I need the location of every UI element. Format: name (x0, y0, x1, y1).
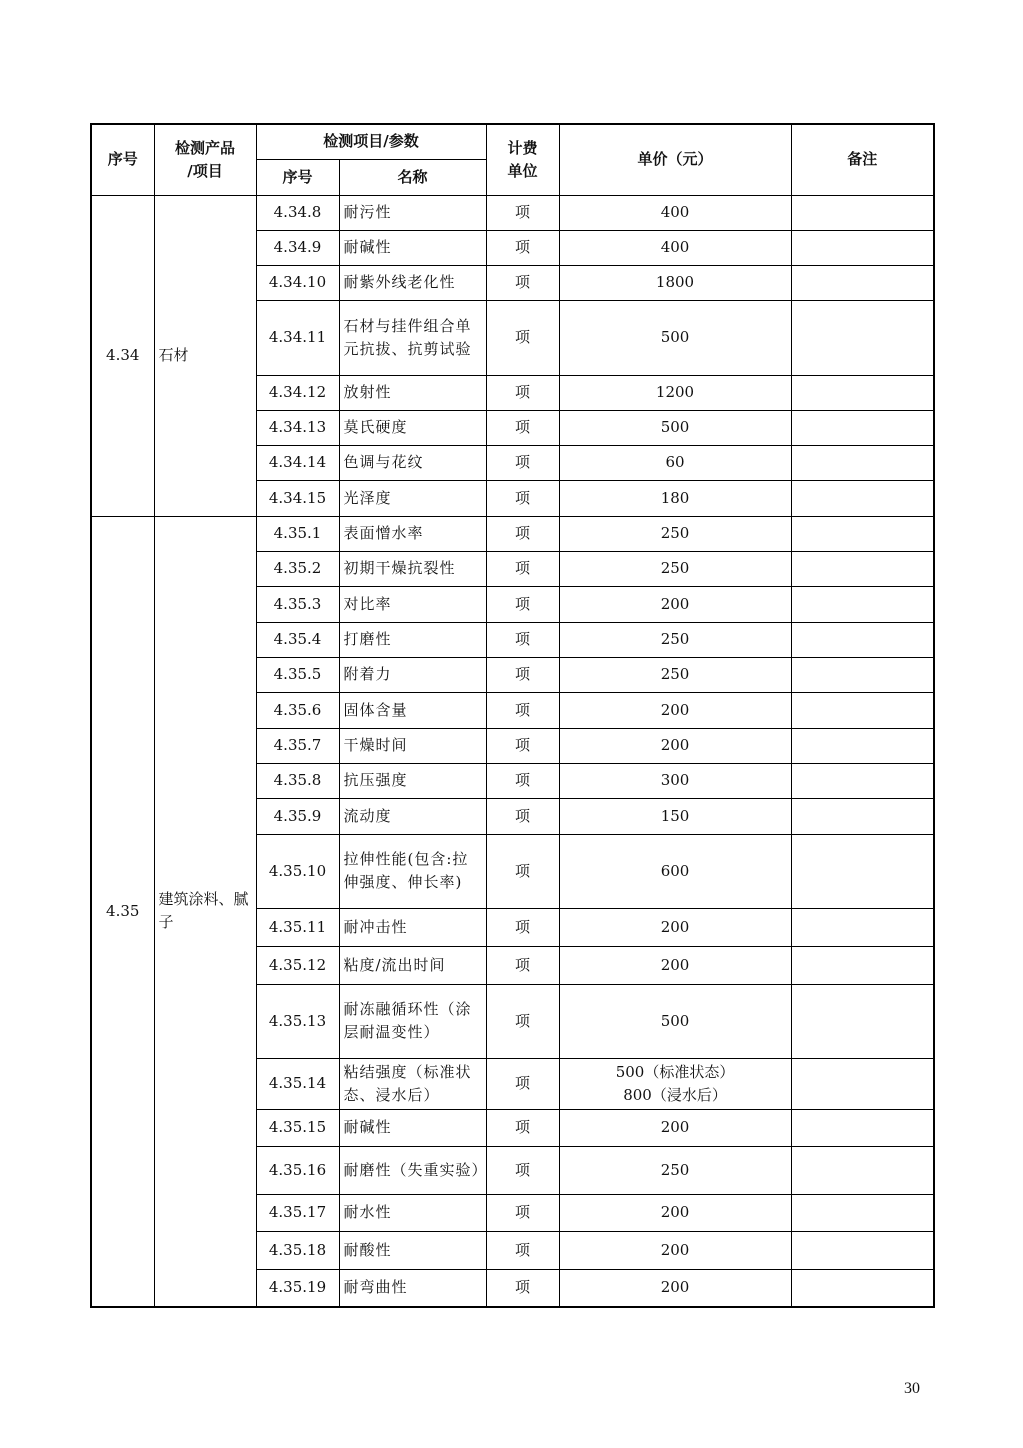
item-price-cell: 200 (559, 946, 791, 984)
item-price-cell: 250 (559, 657, 791, 692)
item-number-cell: 4.34.9 (256, 230, 339, 265)
item-name-cell: 耐酸性 (339, 1231, 486, 1269)
header-sub-name: 名称 (339, 159, 486, 195)
item-number-cell: 4.34.10 (256, 265, 339, 300)
item-remark-cell (791, 586, 934, 622)
item-unit-cell: 项 (486, 908, 559, 946)
item-remark-cell (791, 984, 934, 1058)
item-name-cell: 表面憎水率 (339, 516, 486, 551)
item-number-cell: 4.35.7 (256, 728, 339, 763)
item-unit-cell: 项 (486, 946, 559, 984)
item-number-cell: 4.35.19 (256, 1269, 339, 1307)
item-number-cell: 4.35.11 (256, 908, 339, 946)
item-number-cell: 4.35.13 (256, 984, 339, 1058)
item-remark-cell (791, 622, 934, 657)
item-number-cell: 4.35.3 (256, 586, 339, 622)
item-remark-cell (791, 1058, 934, 1109)
item-number-cell: 4.34.11 (256, 300, 339, 375)
table-row (91, 516, 934, 551)
item-unit-cell: 项 (486, 763, 559, 798)
item-price-cell: 500 (559, 300, 791, 375)
header-price: 单价（元） (559, 124, 791, 195)
item-name-cell: 耐碱性 (339, 230, 486, 265)
item-price-cell: 200 (559, 692, 791, 728)
item-number-cell: 4.34.12 (256, 375, 339, 410)
item-name-cell: 抗压强度 (339, 763, 486, 798)
item-number-cell: 4.34.14 (256, 445, 339, 480)
item-price-cell: 200 (559, 1194, 791, 1231)
item-price-cell: 250 (559, 551, 791, 586)
item-remark-cell (791, 908, 934, 946)
item-price-cell: 400 (559, 195, 791, 230)
item-number-cell: 4.35.10 (256, 834, 339, 908)
header-product: 检测产品 /项目 (154, 124, 256, 195)
item-price-cell: 500（标准状态） 800（浸水后） (559, 1058, 791, 1109)
item-remark-cell (791, 480, 934, 516)
item-name-cell: 流动度 (339, 798, 486, 834)
item-name-cell: 耐污性 (339, 195, 486, 230)
item-remark-cell (791, 1109, 934, 1146)
item-price-cell: 200 (559, 1231, 791, 1269)
item-remark-cell (791, 410, 934, 445)
item-price-cell: 400 (559, 230, 791, 265)
item-price-cell: 150 (559, 798, 791, 834)
item-unit-cell: 项 (486, 692, 559, 728)
item-remark-cell (791, 516, 934, 551)
item-unit-cell: 项 (486, 1194, 559, 1231)
item-unit-cell: 项 (486, 622, 559, 657)
item-price-cell: 500 (559, 984, 791, 1058)
item-number-cell: 4.35.18 (256, 1231, 339, 1269)
item-price-cell: 250 (559, 1146, 791, 1194)
item-number-cell: 4.35.12 (256, 946, 339, 984)
item-name-cell: 色调与花纹 (339, 445, 486, 480)
item-number-cell: 4.35.8 (256, 763, 339, 798)
item-remark-cell (791, 834, 934, 908)
item-unit-cell: 项 (486, 728, 559, 763)
item-number-cell: 4.35.5 (256, 657, 339, 692)
page-number: 30 (904, 1380, 920, 1397)
item-remark-cell (791, 657, 934, 692)
table-row (91, 195, 934, 230)
item-number-cell: 4.35.17 (256, 1194, 339, 1231)
item-name-cell: 粘度/流出时间 (339, 946, 486, 984)
item-unit-cell: 项 (486, 834, 559, 908)
item-remark-cell (791, 551, 934, 586)
item-name-cell: 对比率 (339, 586, 486, 622)
item-name-cell: 初期干燥抗裂性 (339, 551, 486, 586)
item-remark-cell (791, 230, 934, 265)
item-name-cell: 耐水性 (339, 1194, 486, 1231)
header-seq: 序号 (91, 124, 154, 195)
item-price-cell: 60 (559, 445, 791, 480)
item-name-cell: 耐磨性（失重实验） (339, 1146, 486, 1194)
item-unit-cell: 项 (486, 230, 559, 265)
item-number-cell: 4.35.16 (256, 1146, 339, 1194)
item-price-cell: 300 (559, 763, 791, 798)
item-number-cell: 4.35.4 (256, 622, 339, 657)
item-remark-cell (791, 445, 934, 480)
item-remark-cell (791, 798, 934, 834)
item-remark-cell (791, 763, 934, 798)
item-name-cell: 粘结强度（标准状态、浸水后） (339, 1058, 486, 1109)
item-unit-cell: 项 (486, 410, 559, 445)
item-remark-cell (791, 728, 934, 763)
item-remark-cell (791, 265, 934, 300)
item-price-cell: 200 (559, 908, 791, 946)
item-price-cell: 500 (559, 410, 791, 445)
header-sub-seq: 序号 (256, 159, 339, 195)
item-price-cell: 200 (559, 1109, 791, 1146)
header-remark: 备注 (791, 124, 934, 195)
item-unit-cell: 项 (486, 265, 559, 300)
item-price-cell: 250 (559, 622, 791, 657)
item-name-cell: 耐碱性 (339, 1109, 486, 1146)
header-params: 检测项目/参数 (256, 124, 486, 159)
item-unit-cell: 项 (486, 516, 559, 551)
item-price-cell: 1200 (559, 375, 791, 410)
table-header (91, 124, 934, 195)
item-unit-cell: 项 (486, 1058, 559, 1109)
item-name-cell: 干燥时间 (339, 728, 486, 763)
item-remark-cell (791, 1194, 934, 1231)
item-name-cell: 耐紫外线老化性 (339, 265, 486, 300)
item-price-cell: 600 (559, 834, 791, 908)
item-unit-cell: 项 (486, 657, 559, 692)
item-unit-cell: 项 (486, 1109, 559, 1146)
item-number-cell: 4.35.9 (256, 798, 339, 834)
table-body (91, 195, 934, 1307)
item-unit-cell: 项 (486, 1269, 559, 1307)
item-remark-cell (791, 1269, 934, 1307)
item-remark-cell (791, 375, 934, 410)
item-number-cell: 4.34.15 (256, 480, 339, 516)
item-price-cell: 200 (559, 728, 791, 763)
item-remark-cell (791, 946, 934, 984)
item-number-cell: 4.35.2 (256, 551, 339, 586)
group-product-cell: 石材 (154, 195, 256, 516)
item-unit-cell: 项 (486, 586, 559, 622)
item-price-cell: 250 (559, 516, 791, 551)
fee-table (90, 123, 935, 1308)
item-remark-cell (791, 195, 934, 230)
item-name-cell: 耐弯曲性 (339, 1269, 486, 1307)
item-remark-cell (791, 1231, 934, 1269)
header-unit: 计费 单位 (486, 124, 559, 195)
item-unit-cell: 项 (486, 300, 559, 375)
item-number-cell: 4.35.6 (256, 692, 339, 728)
item-name-cell: 光泽度 (339, 480, 486, 516)
item-name-cell: 放射性 (339, 375, 486, 410)
item-number-cell: 4.34.8 (256, 195, 339, 230)
item-unit-cell: 项 (486, 1231, 559, 1269)
item-name-cell: 打磨性 (339, 622, 486, 657)
item-name-cell: 耐冻融循环性（涂层耐温变性） (339, 984, 486, 1058)
item-name-cell: 拉伸性能(包含:拉伸强度、伸长率) (339, 834, 486, 908)
item-name-cell: 耐冲击性 (339, 908, 486, 946)
item-name-cell: 附着力 (339, 657, 486, 692)
item-number-cell: 4.35.14 (256, 1058, 339, 1109)
item-unit-cell: 项 (486, 195, 559, 230)
item-unit-cell: 项 (486, 375, 559, 410)
item-number-cell: 4.35.15 (256, 1109, 339, 1146)
item-unit-cell: 项 (486, 798, 559, 834)
item-name-cell: 莫氏硬度 (339, 410, 486, 445)
item-price-cell: 200 (559, 586, 791, 622)
group-seq-cell: 4.35 (91, 516, 154, 1307)
group-product-cell: 建筑涂料、腻子 (154, 516, 256, 1307)
item-unit-cell: 项 (486, 984, 559, 1058)
item-unit-cell: 项 (486, 551, 559, 586)
item-unit-cell: 项 (486, 480, 559, 516)
item-price-cell: 1800 (559, 265, 791, 300)
item-name-cell: 石材与挂件组合单元抗拔、抗剪试验 (339, 300, 486, 375)
item-remark-cell (791, 692, 934, 728)
group-seq-cell: 4.34 (91, 195, 154, 516)
item-price-cell: 200 (559, 1269, 791, 1307)
item-number-cell: 4.34.13 (256, 410, 339, 445)
item-remark-cell (791, 300, 934, 375)
item-price-cell: 180 (559, 480, 791, 516)
item-remark-cell (791, 1146, 934, 1194)
item-number-cell: 4.35.1 (256, 516, 339, 551)
item-unit-cell: 项 (486, 445, 559, 480)
item-unit-cell: 项 (486, 1146, 559, 1194)
item-name-cell: 固体含量 (339, 692, 486, 728)
